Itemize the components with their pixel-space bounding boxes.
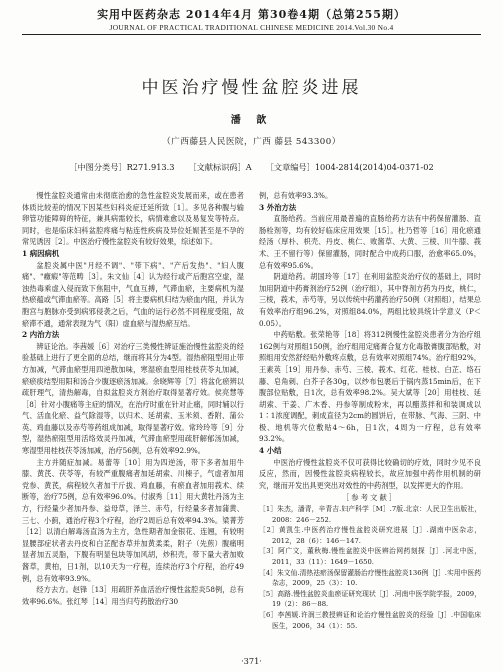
- document-code: ［文献标识码］A: [188, 162, 252, 172]
- reference-item: ［5］高路.慢性盆腔炎血瘀证研究现状［J］.河南中医学院学报，2009，19（2）：86－88.: [259, 589, 481, 609]
- reference-item: ［1］朱杰，潘青，辛青吉.妇产科学［M］.7版.北京：人民卫生出版社，2008：246－252.: [259, 505, 481, 524]
- references-heading: ［参考文献］: [341, 493, 399, 503]
- section-heading: 3 外治方法: [259, 202, 297, 212]
- body-paragraph: 中医治疗慢性盆腔炎不仅可获得比较确切的疗效，同时少见不良反应，然而，因慢性盆腔炎病程较长，故应加强中药作用机制的研究，继而开发出具更突出对效性的中药剂型，以发挥更大的作用。: [259, 457, 481, 490]
- body-paragraph: 盆腔炎属中医"月经不调"、"带下病"、"产后发热"、"妇人腹痛"、"癥瘕"等范畴［3］。朱文仙［4］认为经行或产后胞宫空虚，湿浊热毒乘虚入侵而致下焦阻中，气血互搏，气滞血瘀，主要病机为湿热瘀蕴或气滞血瘀等。高路［5］将主要病机归结为瘀血内阻，并认为胞宫与胞脉亦受到病邪侵袭之后，气血的运行必然不同程度受阻，故瘀滞不通，通常表现为气（阳）虚血瘀与湿热瘀互结。: [22, 260, 244, 328]
- author-affiliation: （广西藤县人民医院，广西 藤县 543300）: [162, 137, 341, 147]
- article-title: 中医治疗慢性盆腔炎进展: [141, 78, 362, 98]
- reference-item: ［3］阿广文，董秋梅.慢性盆腔炎中医辨治网药刻探［J］.河北中医，2011，33（11）：1649－1650.: [259, 547, 481, 566]
- section-heading: 1 病因病机: [22, 248, 60, 258]
- page-number: ·371·: [241, 656, 262, 666]
- header-rule: [22, 34, 481, 35]
- body-paragraph: 经方去方。赵锋［13］用疏肝养血活治疗慢性盆腔炎58例，总有效率96.6%。张红琴［14］用当归芍药散治疗30: [22, 585, 244, 606]
- article-number: ［文章编号］1004-2814(2014)04-0371-02: [265, 162, 434, 172]
- reference-list: [259, 504, 481, 631]
- journal-title-cn: 实用中医药杂志 2014年4月 第30卷4期（总第255期）: [97, 8, 406, 21]
- classification-line: [22, 162, 481, 173]
- journal-title-en: JOURNAL OF PRACTICAL TRADITIONAL CHINESE MEDICINE 2014.Vol.30 No.4: [109, 23, 394, 32]
- article-author: 潘 歆: [230, 115, 273, 126]
- body-paragraph: 中药贴敷。张荣艳等［18］将312例慢性盆腔炎患者分为治疗组162例与对照组150例，治疗组用定痛膏合复方化毒散膏腹部贴敷，对照组用安然舒经贴外敷疼点敷，总有效率对照组74%。治疗组92%，王素英［19］用丹参、赤芍、三棱、莪术、红花、桂枝、白芷、络石藤、皂角刺、白芥子各30g，以纱布包裹后于锅内蒸15min后，在下腹部位贴敷，日1次，总有效率98.2%。吴大斌等［20］用桂枝、延胡索、干姜、广木香、丹参等制成粉末，再以醋蒸拌和和装调成以1∶1浓度调配，刺成直径为2cm的圆饼后，在带脉、气海、三阴、中极、地机等穴位敷贴4～6h，日1次，4周为一疗程，总有效率93.2%。: [259, 330, 481, 444]
- body-paragraph: 阴道给药。胡国玲等［17］在利用盆腔炎治疗仪的基础上，同时加用阴道中药膏剂治疗52例（治疗组），其中脊剂方药为丹皮，桃仁，三棱，莪术，赤芍等，另以传统中药灌药治疗50例（对照组），结果总有效率治疗组96.2%，对照组84.0%，两组比较具统计学意义（P＜0.05）。: [259, 272, 481, 328]
- right-column: [259, 190, 481, 631]
- reference-item: ［2］黄凯生.中医药治疗慢性盆腔炎研究进展［J］.湖南中医杂志，2012，28（6）：146－147.: [259, 526, 481, 545]
- section-heading: 2 内治方法: [22, 330, 60, 340]
- clc-number: ［中图分类号］R271.913.3: [69, 162, 175, 172]
- body-paragraph-continued: 例，总有效率93.3%。: [259, 191, 333, 200]
- left-column: [22, 190, 244, 631]
- reference-item: ［6］李茜媛.许润三教授辨证和论治疗慢性盆腔炎的经验［J］.中国临床医生，2006，34（1）：55.: [259, 610, 481, 630]
- body-columns: [22, 190, 481, 631]
- reference-item: ［4］朱文仙.清热祛瘀汤保留灌肠治疗慢性盆腔炎136例［J］.实用中医药杂志，2009，25（3）：10.: [259, 568, 481, 588]
- intro-paragraph: 慢性盆腔炎通常由未彻底治愈的急性盆腔炎发展而来，或在患者体质比较差的情况下因某些妇科炎症迁延所致［1］。多见各种腹与输卵管功能障碍的特征，兼具病需较长，病情难愈以及易复发等特点。同时，也是临床妇科盆腔疼痛与粘连性疾病及异位妊娠甚至是不孕的常见诱因［2］。中医治疗慢性盆腔炎有较好效果，综述如下。: [22, 191, 244, 247]
- running-header: [22, 0, 481, 32]
- section-heading: 4 小结: [259, 446, 282, 456]
- body-paragraph: 直肠给药。当前应用最普遍的直肠给药方法有中药保留灌肠、直肠栓剂等，均有较好临床应用效果［15］。杜乃哲等［16］用化瘀通经汤（厚朴、枳壳、丹皮、桃仁、败酱草、大黄、三棱、川牛膝、莪术、王不留行等）保留灌肠，同时配合中成药口服，治愈率65.0%，总有效率95.6%。: [259, 214, 481, 270]
- body-paragraph: 辨证论治。李茜媛［6］对治疗三类慢性辨证施治慢性盆腔炎的经验基础上进行了更全面的总结，继而将其分为4型。湿热瘀阻型用止带方加减，气滞血瘀型用四逆散加味，寒湿瘀血型用桂枝茯苓丸加减，瘀瘀痰结型用阳和汤合少腹逐瘀汤加减。余晓辉等［7］将盆化瘀辨以疏肝理气，清热解毒，自拟盆腔炎方剂治疗取得显著疗效。侯亮慧等［8］针对小腹痛等主症的情况，在治疗时重在针对止痛，同时辅以行气、活血化瘀、益气除湿等，以归术、延胡索、玉米须、香附、蒲公英、鸡血藤以及赤芍等药组成加减，取得显著疗效。常玲玲等［9］分型，湿热瘀阻型用活络效灵丹加减，气滞血瘀型用疏肝解郁汤加减，寒湿型用桂枝茯苓汤加减，治疗56例，总有效率92.9%。: [22, 341, 244, 456]
- body-paragraph: 主方并随症加减。易蕾等［10］用为四逆汤，带下多者加用牛膝、黄芪、茯苓等，有较严重腹痛者加延胡索、川楝子，气虚者加用党参、黄芪，病程较久者加干斤拔、鸡血藤，有瘀血者加用莪术、续断等，治疗75例，总有效率96.0%。付淑秀［11］用大黄牡丹汤为主方，行经量少者加丹参、益母草，泽兰、赤芍，行经量多者加蒲黄、三七、小蓟，通治疗程3个疗程，治疗2周后总有效率94.3%。梁菁芳［12］以清白解毒汤直汤为主方，急性期者加金银花、连翘，有较明显腰部症状者去丹皮和白芷配杏草并加黄柔柔，附子（先煎）腹痛明显者加五灵脂，下腹有明显包块等加风胡，炒积壳，带下量大者加败酱草，黄柏，日1剂，以10天为一疗程，连续治疗3个疗程，治疗49例，总有效率93.9%。: [22, 457, 244, 583]
